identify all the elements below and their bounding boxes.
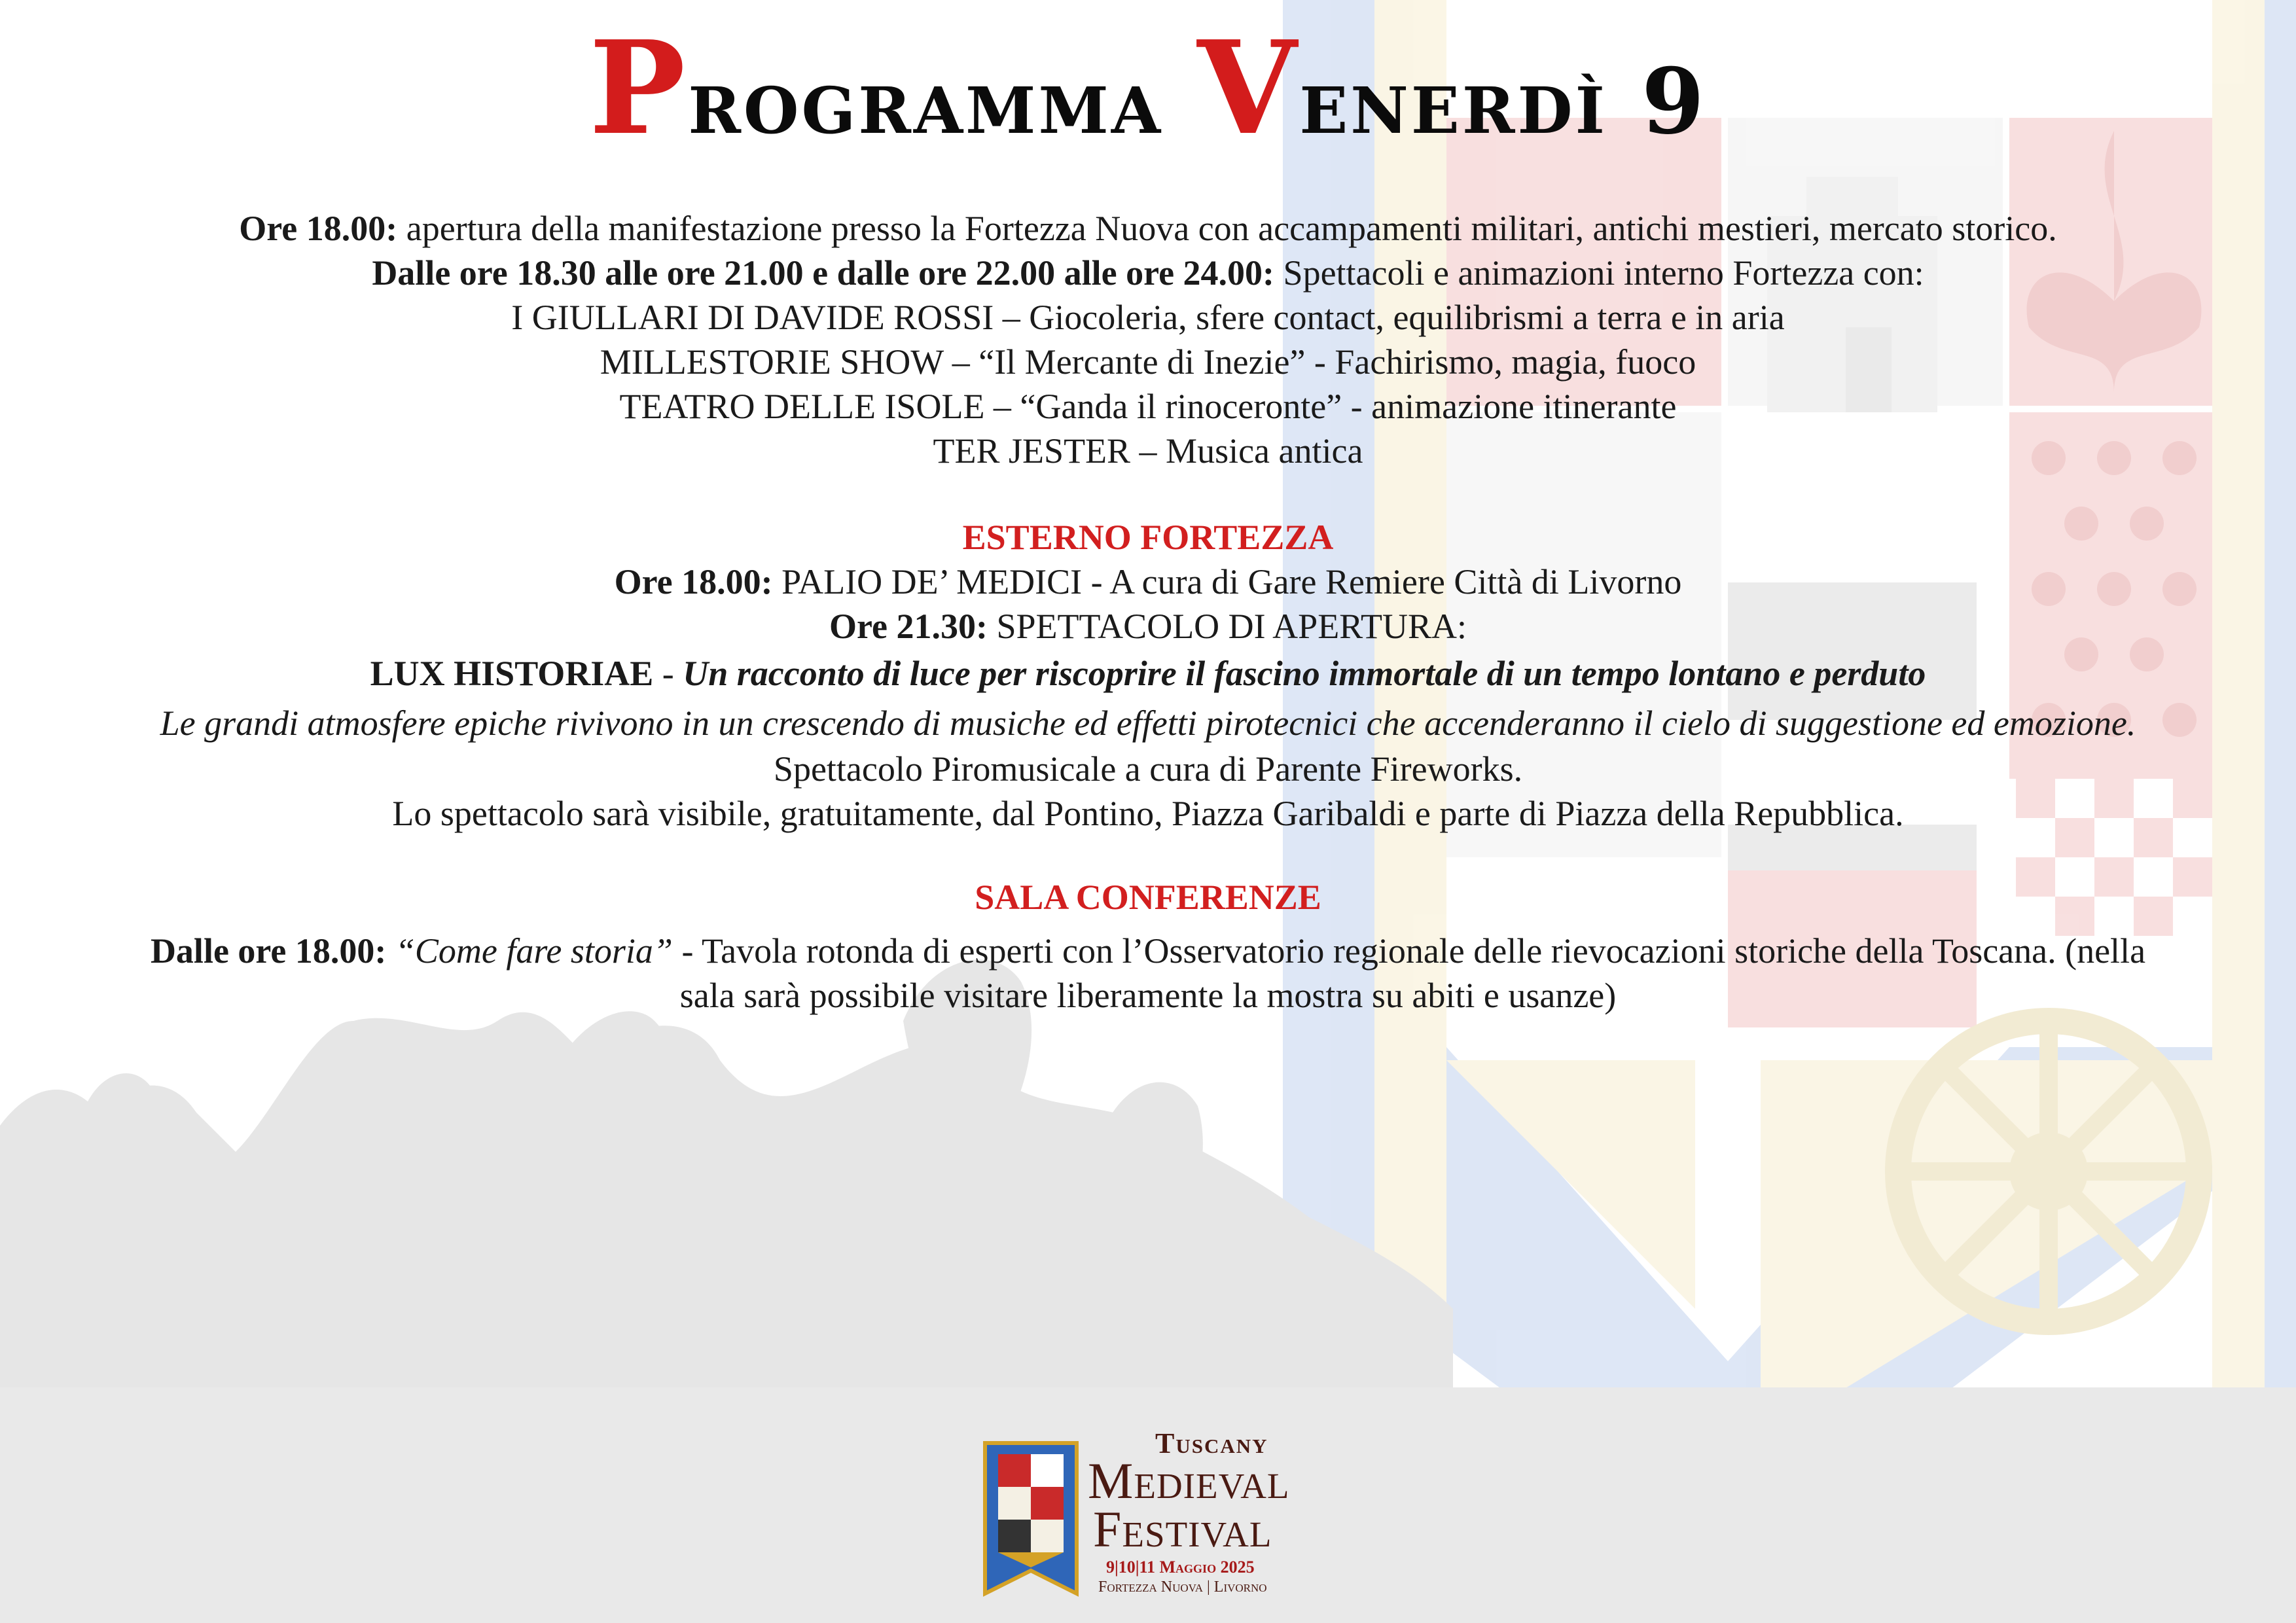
time-label: Dalle ore 18.30 alle ore 21.00 e dalle ore 22.00 alle ore 24.00:	[372, 253, 1275, 293]
show-title: LUX HISTORIAE	[370, 654, 654, 693]
title-word-programma: rogramma	[688, 48, 1198, 154]
title-initial-p: P	[588, 13, 689, 164]
time-label: Ore 18.00:	[239, 209, 398, 248]
esterno-line-fireworks: Spettacolo Piromusicale a cura di Parente Fireworks.	[773, 749, 1523, 789]
talk-title: “Come fare storia”	[386, 931, 673, 971]
program-line-millestorie: MILLESTORIE SHOW – “Il Mercante di Inezie” - Fachirismo, magia, fuoco	[600, 342, 1696, 382]
esterno-line-lux-historiae	[26, 652, 2270, 695]
logo-medieval: Medieval	[1088, 1452, 1290, 1509]
event-text: apertura della manifestazione presso la Fortezza Nuova con accampamenti militari, antichi mestieri, mercato storico.	[397, 209, 2057, 248]
section-heading-sala: SALA CONFERENZE	[975, 878, 1321, 917]
logo-place: Fortezza Nuova | Livorno	[1098, 1578, 1267, 1596]
time-label: Ore 21.30:	[829, 607, 988, 646]
page-title	[0, 13, 2296, 170]
logo-tuscany: Tuscany	[1155, 1427, 1268, 1459]
time-label: Dalle ore 18.00:	[150, 931, 387, 971]
esterno-line-visibility: Lo spettacolo sarà visibile, gratuitamente, dal Pontino, Piazza Garibaldi e parte di Piazza della Repubblica.	[392, 794, 1904, 833]
shield-icon	[982, 1440, 1080, 1600]
show-description: Le grandi atmosfere epiche rivivono in un crescendo di musiche ed effetti pirotecnici che accenderanno il cielo di suggestione ed emozione.	[160, 704, 2136, 743]
esterno-line-palio	[26, 560, 2270, 603]
program-line-teatro: TEATRO DELLE ISOLE – “Ganda il rinoceronte” - animazione itinerante	[619, 387, 1677, 426]
program-line-ter-jester: TER JESTER – Musica antica	[933, 431, 1363, 471]
program-line-giullari: I GIULLARI DI DAVIDE ROSSI – Giocoleria, sfere contact, equilibrismi a terra e in aria	[511, 298, 1785, 337]
event-text: Spettacoli e animazioni interno Fortezza con:	[1274, 253, 1924, 293]
section-heading-esterno: ESTERNO FORTEZZA	[962, 518, 1334, 557]
title-word-venerdi: enerdì 9	[1299, 48, 1708, 154]
event-text: - Tavola rotonda di esperti con l’Osservatorio regionale delle rievocazioni storiche della Toscana. (nella	[672, 931, 2146, 971]
esterno-line-description	[26, 702, 2270, 745]
festival-logo	[982, 1427, 1322, 1603]
logo-festival: Festival	[1093, 1501, 1272, 1558]
sala-line-mostra: sala sarà possibile visitare liberamente la mostra su abiti e usanze)	[679, 976, 1617, 1015]
program-line-shows	[26, 251, 2270, 294]
program-line-opening	[26, 207, 2270, 250]
event-text: SPETTACOLO DI APERTURA:	[987, 607, 1467, 646]
time-label: Ore 18.00:	[614, 562, 773, 601]
logo-dates: 9|10|11 Maggio 2025	[1106, 1558, 1255, 1577]
title-initial-v: V	[1197, 13, 1300, 164]
event-text: PALIO DE’ MEDICI - A cura di Gare Remiere Città di Livorno	[772, 562, 1682, 601]
esterno-line-apertura	[26, 605, 2270, 648]
separator: -	[653, 654, 683, 693]
sala-line-tavola	[26, 929, 2270, 972]
show-tagline: Un racconto di luce per riscoprire il fascino immortale di un tempo lontano e perduto	[683, 654, 1926, 693]
